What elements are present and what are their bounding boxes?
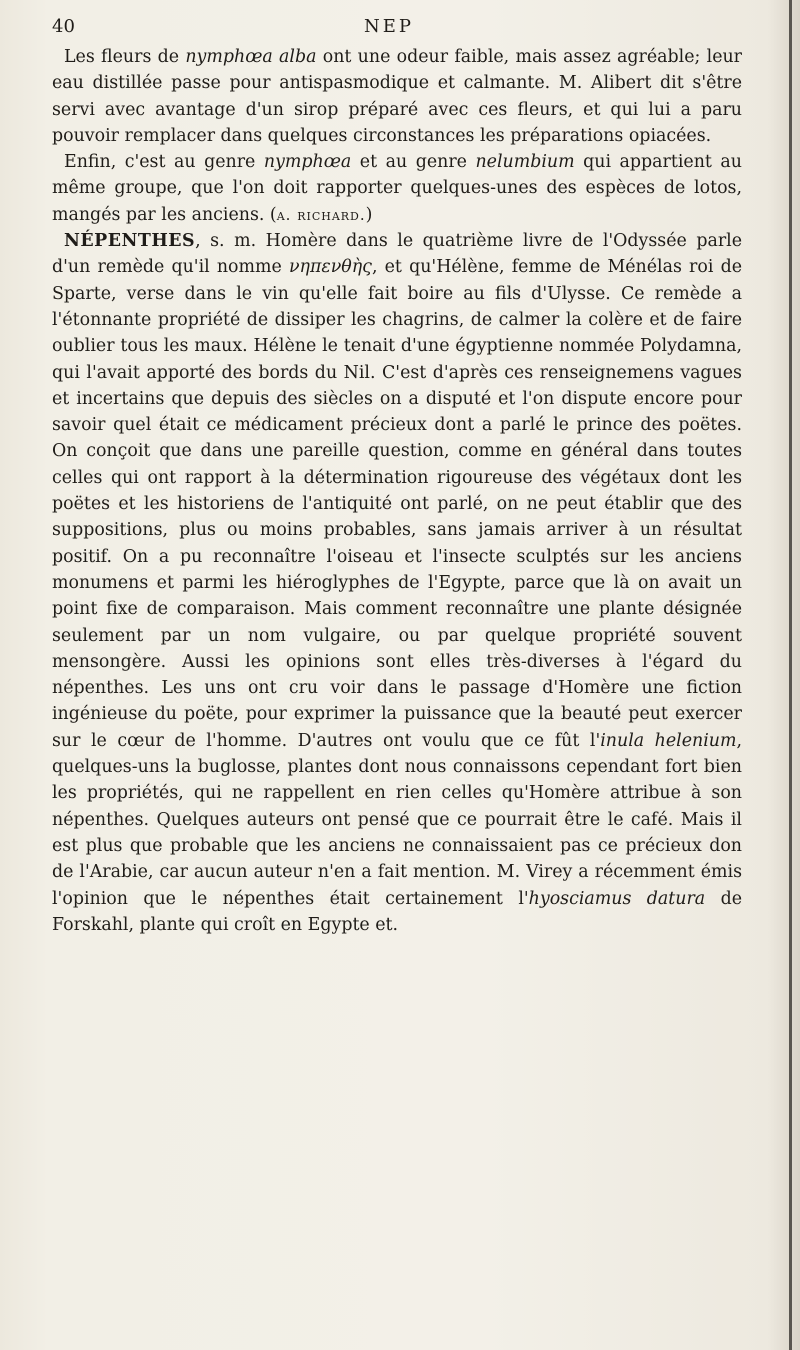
page-number: 40 bbox=[52, 16, 75, 37]
text-run: ont une odeur faible, mais assez agréable; leur eau distillée passe pour antispasmodique et calmante. M. Alibert dit s'être servi avec avantage d'un sirop préparé avec ces fleurs, et qui lui a paru pouvoir remplacer dans quelques circonstances les préparations opiacées. bbox=[52, 47, 742, 146]
text-run: et au genre bbox=[351, 152, 476, 173]
text-run: de Forskahl, plante qui croît en Egypte et. bbox=[52, 888, 743, 935]
greek-word: νηπενθὴς bbox=[288, 257, 372, 278]
page-edge bbox=[789, 0, 792, 1350]
taxon-name: nelumbium bbox=[475, 152, 575, 173]
body-text bbox=[52, 44, 742, 938]
taxon-name: nymphœa alba bbox=[185, 47, 317, 67]
page-header bbox=[52, 16, 742, 46]
taxon-name: hyosciamus datura bbox=[528, 888, 706, 909]
text-run: ) bbox=[365, 204, 373, 225]
text-run: , s. m. Homère dans le quatrième livre de l'Odyssée parle d'un remède qu'il nomme bbox=[52, 231, 742, 278]
paragraph-lotos bbox=[52, 149, 742, 228]
running-head: NEP bbox=[364, 16, 415, 37]
text-run: Enfin, c'est au genre bbox=[64, 152, 264, 173]
entry-headword: NÉPENTHES bbox=[64, 231, 196, 252]
paragraph-nymphaea-flowers bbox=[52, 44, 742, 149]
text-run: Les fleurs de bbox=[64, 47, 186, 67]
text-run: , quelques-uns la buglosse, plantes dont nous connaissons cependant fort bien les propriétés, qui ne rappellent en rien celles qu'Homère attribue à son népenthes. Quelques auteurs ont pensé que ce pourrait être le café. Mais il est plus que probable que les anciens ne connaissaient pas ce précieux don de l'Arabie, car aucun auteur n'en a fait mention. M. Virey a récemment émis l'opinion que le népenthes était certainement l' bbox=[52, 730, 742, 909]
text-run: , et qu'Hélène, femme de Ménélas roi de Sparte, verse dans le vin qu'elle fait boire au fils d'Ulysse. Ce remède a l'étonnante propriété de dissiper les chagrins, de calmer la colère et de faire oublier tous les maux. Hélène le tenait d'une égyptienne nommée Polydamna, qui l'avait apporté des bords du Nil. C'est d'après ces renseignemens vagues et incertains que depuis des siècles on a disputé et l'on dispute encore pour savoir quel était ce médicament précieux dont a parlé le prince des poëtes. On conçoit que dans une pareille question, comme en général dans toutes celles qui ont rapport à la détermination rigoureuse des végétaux dont les poëtes et les historiens de l'antiquité ont parlé, on ne peut établir que des suppositions, plus ou moins probables, sans jamais arriver à un résultat positif. On a pu reconnaître l'oiseau et l'insecte sculptés sur les anciens monumens et parmi les hiéroglyphes de l'Egypte, parce que là on avait un point fixe de comparaison. Mais comment reconnaître une plante désignée seulement par un nom vulgaire, ou par quelque propriété souvent mensongère. Aussi les opinions sont elles très-diverses à l'égard du népenthes. Les uns ont cru voir dans le passage d'Homère une fiction ingénieuse du poëte, pour exprimer la puissance que la beauté peut exercer sur le cœur de l'homme. D'autres ont voulu que ce fût l' bbox=[52, 257, 742, 751]
author-signature: a. richard. bbox=[276, 205, 366, 224]
taxon-name: nymphœa bbox=[263, 152, 352, 173]
text-run: qui appartient au même groupe, que l'on doit rapporter quelques-unes des espèces de lotos, mangés par les anciens. ( bbox=[52, 152, 742, 225]
taxon-name: inula helenium bbox=[600, 730, 737, 751]
entry-nepenthes bbox=[52, 228, 742, 938]
